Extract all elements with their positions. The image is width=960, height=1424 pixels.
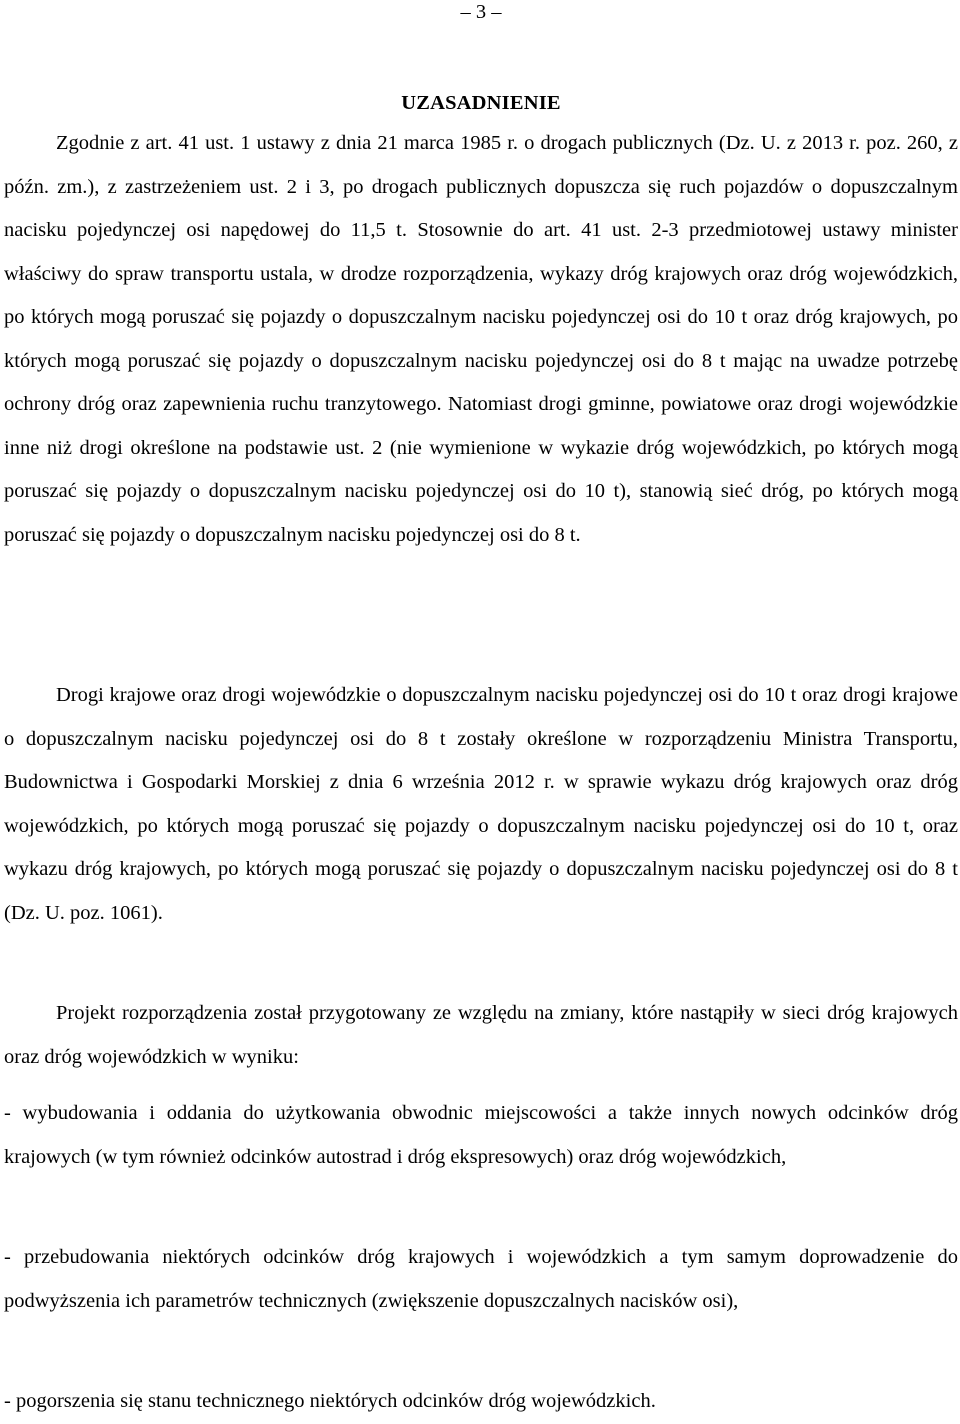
list-item-rebuilt-roads: - przebudowania niektórych odcinków dróg krajowych i wojewódzkich a tym samym doprowadzenie do podwyższenia ich parametrów technicznych (zwiększenie dopuszczalnych nacisków osi), [4,1246,958,1312]
paragraph-legal-basis: Zgodnie z art. 41 ust. 1 ustawy z dnia 21 marca 1985 r. o drogach publicznych (Dz. U. z 2013 r. poz. 260, z późn. zm.), z zastrzeżeniem ust. 2 i 3, po drogach publicznych dopuszcza się ruch pojazdów o dopuszczalnym nacisku pojedynczej osi napędowej do 11,5 t. Stosownie do art. 41 ust. 2-3 przedmiotowej ustawy minister właściwy do spraw transportu ustala, w drodze rozporządzenia, wykazy dróg krajowych oraz dróg wojewódzkich, po których mogą poruszać się pojazdy o dopuszczalnym nacisku pojedynczej osi do 10 t oraz dróg krajowych, po których mogą poruszać się pojazdy o dopuszczalnym nacisku pojedynczej osi do 8 t mając na uwadze potrzebę ochrony dróg oraz zapewnienia ruchu tranzytowego. Natomiast drogi gminne, powiatowe oraz drogi wojewódzkie inne niż drogi określone na podstawie ust. 2 (nie wymienione w wykazie dróg wojewódzkich, po których mogą poruszać się pojazdy o dopuszczalnym nacisku pojedynczej osi do 10 t), stanowią sieć dróg, po których mogą poruszać się pojazdy o dopuszczalnym nacisku pojedynczej osi do 8 t. [4,132,958,546]
paragraph-reason-intro: Projekt rozporządzenia został przygotowany ze względu na zmiany, które nastąpiły w sieci dróg krajowych oraz dróg wojewódzkich w wyniku: [4,1002,958,1068]
list-item-new-roads: - wybudowania i oddania do użytkowania obwodnic miejscowości a także innych nowych odcinków dróg krajowych (w tym również odcinków autostrad i dróg ekspresowych) oraz dróg wojewódzkich, [4,1102,958,1168]
page-number: – 3 – [460,1,502,23]
document-title: UZASADNIENIE [401,92,561,114]
paragraph-existing-regulation: Drogi krajowe oraz drogi wojewódzkie o dopuszczalnym nacisku pojedynczej osi do 10 t oraz drogi krajowe o dopuszczalnym nacisku pojedynczej osi do 8 t zostały określone w rozporządzeniu Ministra Transportu, Budownictwa i Gospodarki Morskiej z dnia 6 września 2012 r. w sprawie wykazu dróg krajowych oraz dróg wojewódzkich, po których mogą poruszać się pojazdy o dopuszczalnym nacisku pojedynczej osi do 10 t, oraz wykazu dróg krajowych, po których mogą poruszać się pojazdy o dopuszczalnym nacisku pojedynczej osi do 8 t (Dz. U. poz. 1061). [4,684,958,924]
document-page [4,0,958,1418]
list-item-deteriorated-roads: - pogorszenia się stanu technicznego niektórych odcinków dróg wojewódzkich. [4,1390,656,1412]
